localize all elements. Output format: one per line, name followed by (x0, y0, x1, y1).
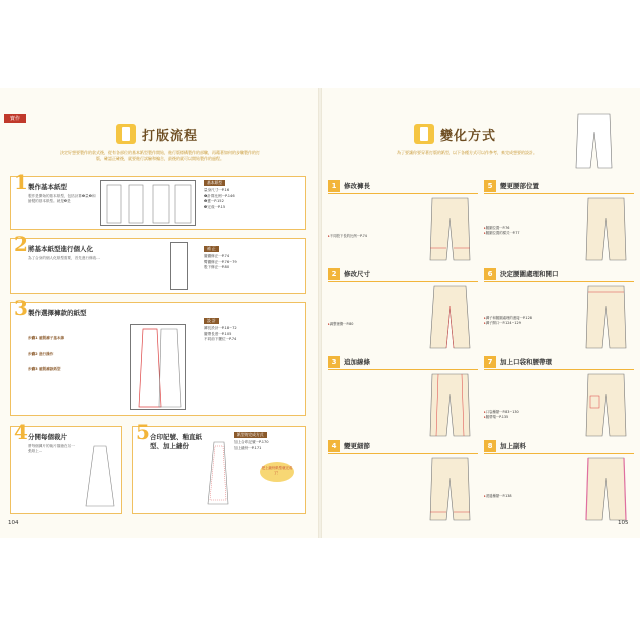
step-2-refs: 腰圍修正···P.74 臀圍修正···P.76~79 股下修正···P.80 (204, 254, 237, 269)
pattern-sketch-3 (130, 324, 186, 410)
step-4-number: 4 (14, 420, 28, 444)
speech-bubble: 把上縫份紙型就完成了！ (260, 462, 294, 482)
reference-pants-figure (574, 112, 614, 174)
pants-sketch-6 (584, 284, 628, 350)
right-page-number: 105 (618, 520, 629, 526)
right-title: 變化方式 (414, 124, 496, 144)
step-3-refs: 褲長設計···P.18~72 腰帶長度···P.105 不同前下擺位···P.74 (204, 326, 237, 341)
step-4-title: 分開每個裁片 (28, 433, 67, 441)
variation-card-3: 3 追加線條 (328, 356, 478, 446)
pants-sketch-7 (584, 372, 628, 438)
step-3-ref-head: 設 計 (204, 318, 219, 324)
step-1-body: 製作是開始的基本紙型，包括計算❶量❷和繪製的基本紙型。就是❸是 (28, 194, 96, 203)
step-3-title: 製作選擇褲款的紙型 (28, 309, 87, 317)
pants-sketch-1 (428, 196, 472, 262)
step-2-number: 2 (14, 232, 28, 256)
pants-sketch-4 (428, 456, 472, 522)
chapter-tag: 寶作 (4, 114, 26, 123)
pants-sketch-2 (428, 284, 472, 350)
variation-card-4: 4 變更細節 (328, 440, 478, 530)
finished-pattern-sketch (206, 440, 230, 506)
step-1-title: 製作基本紙型 (28, 183, 67, 191)
step-5-ref-head: 紙型的完成方式 (234, 432, 267, 438)
left-page (0, 88, 318, 538)
variation-card-1: 1 修改褲長 ▸不同股下長的比例···P.74 (328, 180, 478, 270)
left-title: 打版流程 (116, 124, 198, 144)
pants-sketch-8 (584, 456, 628, 522)
step-1-number: 1 (14, 170, 28, 194)
pants-icon (116, 124, 136, 144)
right-page (322, 88, 640, 538)
right-subtitle: 為了要讓你要穿著打版的紙型，以下各種方式可以作參考，來完成想要的設計。 (397, 150, 537, 155)
variation-card-8: 8 加上副料 ▸滾邊種類···P.138 (484, 440, 634, 530)
step-5-refs: 加上合印記號···P.170 加上縫份···P.171 (234, 440, 269, 450)
pattern-piece-sketch (84, 444, 116, 508)
step-2-body: 為了合身的個人化紙型需要，首先進行修改… (28, 256, 100, 260)
variation-card-7: 7 加上口袋和腰帶環 ▸口袋種類···P.83~130 ▸腰帶環···P.135 (484, 356, 634, 446)
variation-card-6: 6 決定腰圍處理和開口 ▸褲子和腰圍處理的連接···P.128 ▸褲子開口···P.124~129 (484, 268, 634, 358)
pants-sketch-3 (428, 372, 472, 438)
step-3-substeps: 步驟1 確製褲子基本線 步驟2 進行操作 步驟3 確製褲款紙型 (28, 336, 65, 371)
variation-card-5: 5 變更腰部位置 ▸腰圍位置···P.76 ▸腰圍位置的樣式···P.77 (484, 180, 634, 270)
book-spread (0, 88, 640, 538)
step-1-refs: 量身尺寸···P.16 ❶計算比例···P.146 ❷畫···P.152 ❸完成···P.15 (204, 188, 235, 209)
left-subtitle: 決定好想要製作的款式後，從有各部位的基本紙型製作開始，進行版標構製作的部驟，再藉著如何的步驟製作的打版，確認正確後，就要進行試驗和編合，最後的就可以開始製作的過程。 (60, 150, 260, 161)
base-pattern-sketch (100, 180, 196, 226)
step-2-title: 將基本紙型進行個人化 (28, 245, 93, 253)
step-5-number: 5 (136, 420, 150, 444)
skirt-pants-icon (414, 124, 434, 144)
variation-card-2: 2 修改尺寸 ▸調整裡側···P.80 (328, 268, 478, 358)
step-1-ref-head: 基本紙型 (204, 180, 225, 186)
step-2-ref-head: 補 正 (204, 246, 219, 252)
pants-sketch-5 (584, 196, 628, 262)
left-page-number: 104 (8, 520, 19, 526)
step-4-body: 將每個褲片的裁片描繪在另一張紙上… (28, 444, 75, 453)
pattern-sketch-2 (170, 242, 188, 290)
step-3-number: 3 (14, 296, 28, 320)
step-5-title: 合印記號、釉直紙型、加上縫份 (150, 433, 202, 450)
